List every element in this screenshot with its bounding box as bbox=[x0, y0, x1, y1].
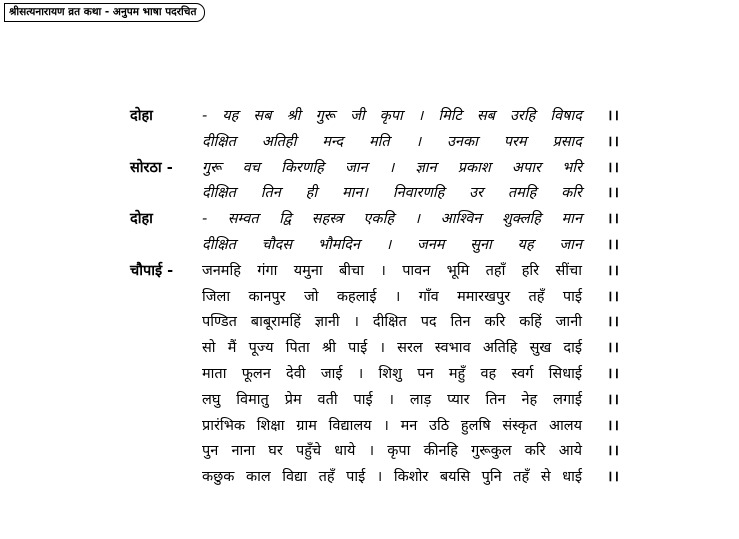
verse-line bbox=[130, 310, 620, 336]
verse-end-mark: ।। bbox=[607, 262, 620, 279]
verse-text: कछुक काल विद्या तहँ पाई । किशोर बयसि पुनि तहँ से धाई bbox=[202, 469, 582, 486]
verse-end-mark: ।। bbox=[607, 340, 620, 357]
verse-text: दीक्षित अतिही मन्द मति । उनका परम प्रसाद bbox=[202, 133, 582, 150]
verse-end-mark: ।। bbox=[607, 288, 620, 305]
verse-end-mark: ।। bbox=[607, 443, 620, 460]
verse-end-mark: ।। bbox=[607, 236, 620, 253]
verse-line bbox=[130, 130, 620, 156]
verse-line bbox=[130, 156, 620, 182]
verse-text: गुरू वच किरणहि जान । ज्ञान प्रकाश अपार भरि bbox=[202, 159, 582, 176]
verse-end-mark: ।। bbox=[607, 211, 620, 228]
verse-end-mark: ।। bbox=[607, 417, 620, 434]
verse-text: दीक्षित तिन ही मान। निवारणहि उर तमहि करि bbox=[202, 185, 582, 202]
verse-end-mark: ।। bbox=[607, 314, 620, 331]
verse-text: दीक्षित चौदस भौमदिन । जनम सुना यह जान bbox=[202, 236, 582, 253]
verse-end-mark: ।। bbox=[607, 391, 620, 408]
verse-line bbox=[130, 259, 620, 285]
verse-text: जनमहि गंगा यमुना बीचा । पावन भूमि तहाँ हरि सींचा bbox=[202, 262, 582, 279]
verse-line bbox=[130, 388, 620, 414]
verse-text: लघु विमातु प्रेम वती पाई । लाड़ प्यार तिन नेह लगाई bbox=[202, 391, 582, 408]
verse-label: सोरठा - bbox=[130, 159, 173, 176]
verse-line bbox=[130, 414, 620, 440]
verse-text: - सम्वत द्वि सहस्त्र एकहि । आश्विन शुक्लहि मान bbox=[202, 211, 582, 228]
verse-text: प्रारंभिक शिक्षा ग्राम विद्यालय । मन उठि हुलषि संस्कृत आलय bbox=[202, 417, 582, 434]
verse-line bbox=[130, 465, 620, 491]
verse-end-mark: ।। bbox=[607, 365, 620, 382]
verse-line bbox=[130, 439, 620, 465]
verse-text: पुन नाना घर पहुँचे धाये । कृपा कीनहि गुरूकुल करि आये bbox=[202, 443, 582, 460]
verse-block bbox=[130, 104, 620, 491]
verse-line bbox=[130, 104, 620, 130]
verse-line bbox=[130, 336, 620, 362]
verse-line bbox=[130, 362, 620, 388]
verse-text: माता फूलन देवी जाई । शिशु पन महुँ वह स्वर्ग सिधाई bbox=[202, 365, 582, 382]
verse-text: पण्डित बाबूरामहिं ज्ञानी । दीक्षित पद तिन करि कहिं जानी bbox=[202, 314, 582, 331]
verse-end-mark: ।। bbox=[607, 159, 620, 176]
verse-text: - यह सब श्री गुरू जी कृपा । मिटि सब उरहि विषाद bbox=[202, 108, 582, 124]
verse-text: सो मैं पूज्य पिता श्री पाई । सरल स्वभाव अतिहि सुख दाई bbox=[202, 340, 582, 357]
verse-line bbox=[130, 207, 620, 233]
verse-line bbox=[130, 233, 620, 259]
verse-label: दोहा bbox=[130, 211, 153, 228]
header-title: श्रीसत्यनारायण व्रत कथा - अनुपम भाषा पदरचित bbox=[4, 3, 205, 22]
verse-end-mark: ।। bbox=[607, 108, 620, 124]
verse-end-mark: ।। bbox=[607, 133, 620, 150]
verse-line bbox=[130, 181, 620, 207]
verse-end-mark: ।। bbox=[607, 469, 620, 486]
verse-end-mark: ।। bbox=[607, 185, 620, 202]
verse-label: दोहा bbox=[130, 108, 153, 124]
verse-line bbox=[130, 285, 620, 311]
verse-text: जिला कानपुर जो कहलाई । गाँव ममारखपुर तहँ पाई bbox=[202, 288, 582, 305]
verse-label: चौपाई - bbox=[130, 262, 174, 279]
